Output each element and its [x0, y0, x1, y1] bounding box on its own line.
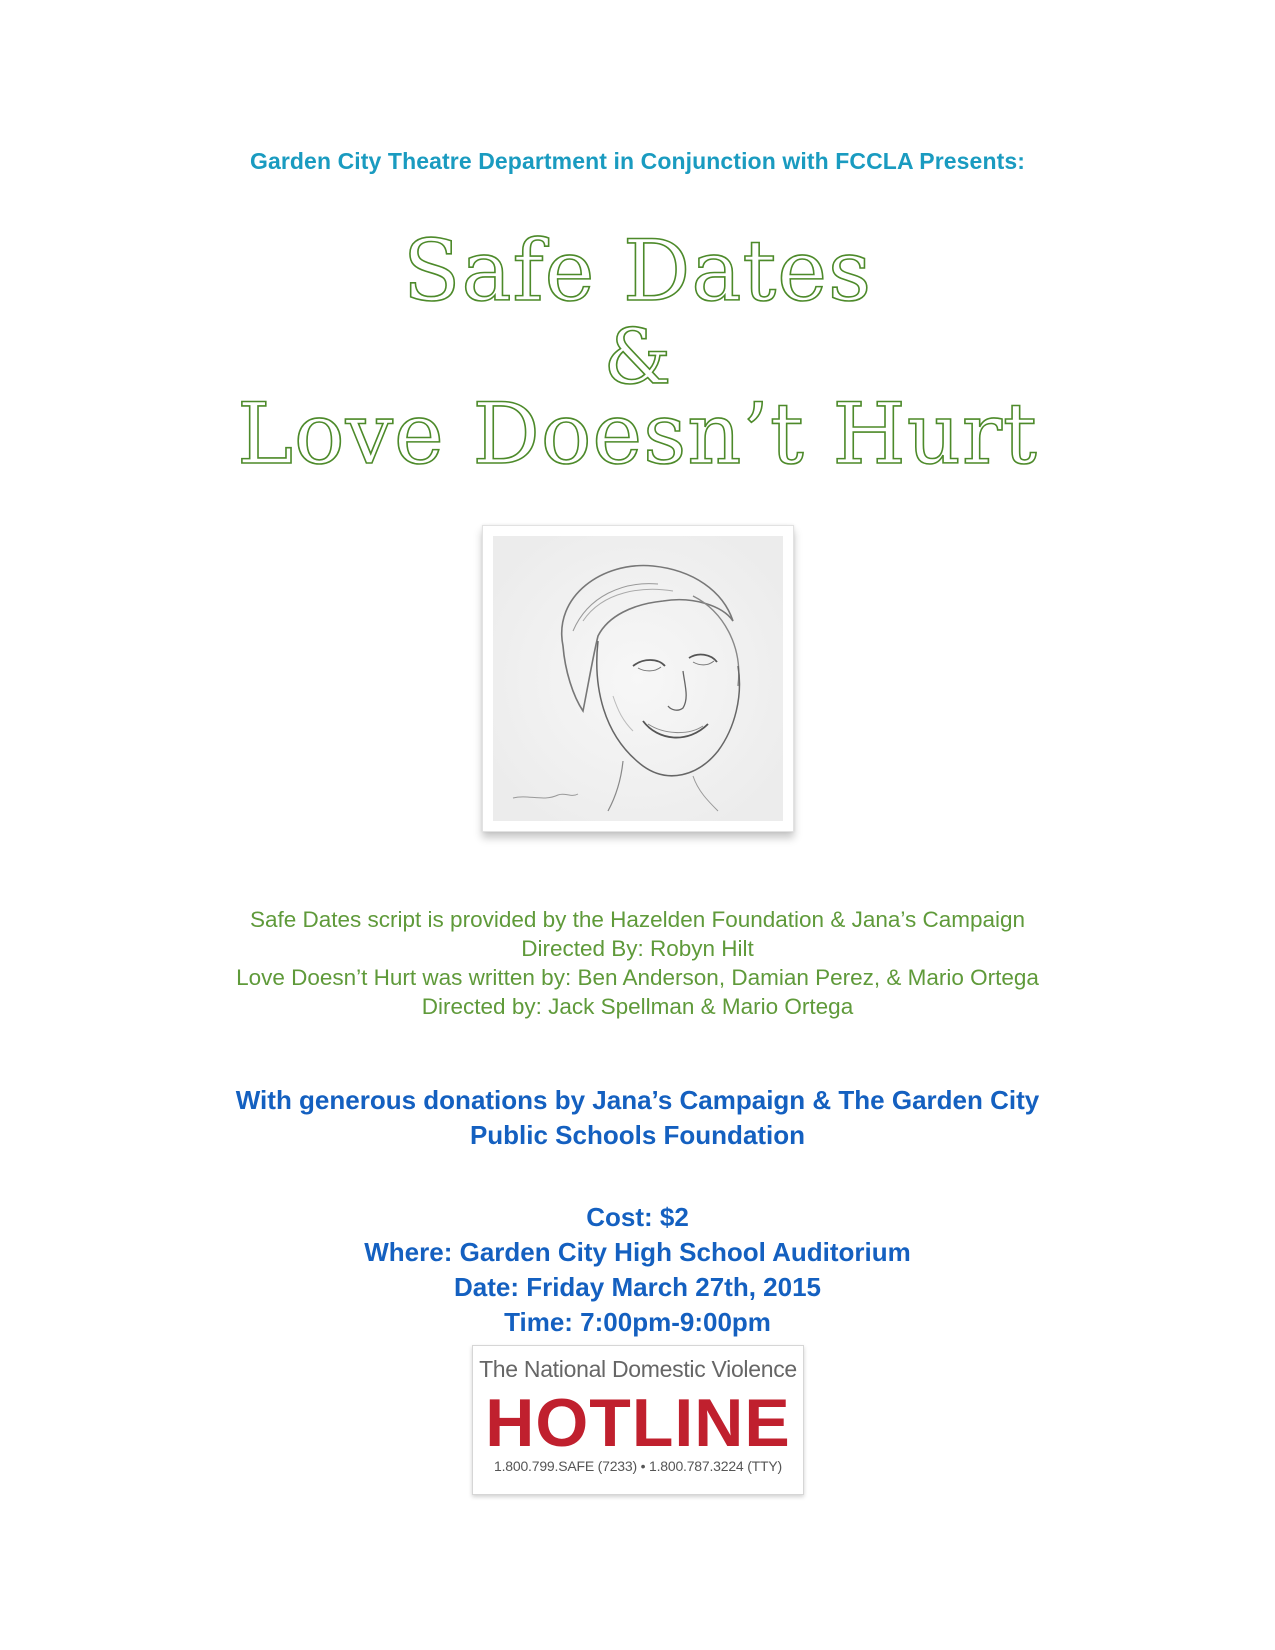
- credits-writers-line: Love Doesn’t Hurt was written by: Ben Anderson, Damian Perez, & Mario Ortega: [236, 965, 1039, 990]
- credits-script-line: Safe Dates script is provided by the Hazelden Foundation & Jana’s Campaign: [249, 907, 1026, 932]
- hotline-logo: [472, 1345, 804, 1495]
- hotline-phone-numbers: 1.800.799.SAFE (7233) • 1.800.787.3224 (TTY): [494, 1458, 782, 1474]
- hotline-subtitle: The National Domestic Violence: [479, 1356, 797, 1382]
- event-time: Time: 7:00pm-9:00pm: [504, 1307, 771, 1337]
- title-safe-dates: Safe Dates: [402, 222, 873, 320]
- donations-line-2: Public Schools Foundation: [469, 1120, 806, 1150]
- hotline-wordmark: HOTLINE: [485, 1385, 791, 1461]
- event-date: Date: Friday March 27th, 2015: [453, 1272, 822, 1302]
- portrait-photo: [482, 525, 794, 832]
- portrait-sketch: [493, 536, 783, 821]
- credits-director-1: Directed By: Robyn Hilt: [521, 936, 754, 961]
- title-ampersand: &: [603, 312, 672, 401]
- donations-line-1: With generous donations by Jana’s Campaign & The Garden City: [235, 1085, 1040, 1115]
- credits-director-2: Directed by: Jack Spellman & Mario Ortega: [421, 994, 854, 1019]
- sketch-drawing: [493, 536, 783, 821]
- event-cost: Cost: $2: [586, 1202, 689, 1232]
- presents-line: Garden City Theatre Department in Conjunction with FCCLA Presents:: [249, 148, 1026, 174]
- title-love-doesnt-hurt: Love Doesn’t Hurt: [237, 385, 1038, 483]
- event-location: Where: Garden City High School Auditorium: [364, 1237, 911, 1267]
